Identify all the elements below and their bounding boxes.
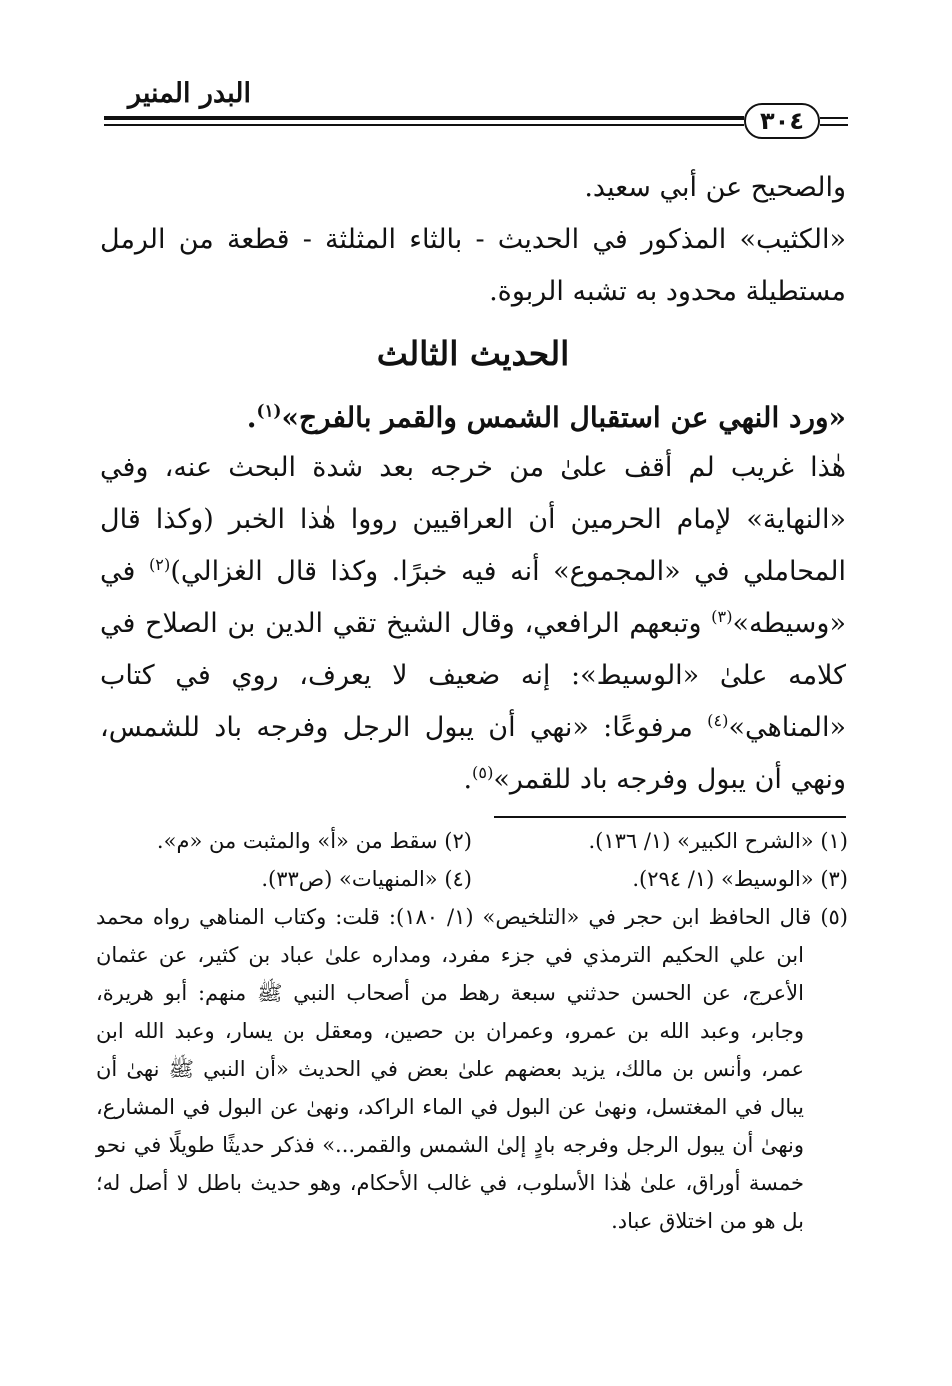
commentary-part-1: هٰذا غريب لم أقف علىٰ من خرجه بعد شدة البحث عنه، وفي «النهاية» لإمام الحرمين أن العراقيين رووا هٰذا الخبر (وكذا قال المحاملي في «المجموع» أنه فيه خبرًا. وكذا قال الغزالي) [100, 452, 846, 587]
commentary-part-2: في «وسيطه» [100, 556, 846, 639]
commentary-part-3: وتبعهم الرافعي، وقال الشيخ تقي الدين بن الصلاح في كلامه علىٰ «الوسيط»: إنه ضعيف لا يعرف، روي في كتاب «المناهي» [100, 608, 846, 743]
footnote-2: (٢) سقط من «أ» والمثبت من «م». [156, 829, 472, 853]
header-rule-right-bottom [820, 124, 848, 126]
hadith-text [100, 392, 846, 444]
header-rule-right-top [820, 117, 848, 119]
commentary-text [100, 442, 846, 806]
footnote-3: (٣) «الوسيط» (١/ ٢٩٤). [632, 867, 848, 891]
intro-line-1: والصحيح عن أبي سعيد. [584, 172, 846, 203]
footnote-1: (١) «الشرح الكبير» (١/ ١٣٦). [588, 829, 848, 853]
commentary-paragraph [100, 442, 846, 806]
footnote-ref-5: (٥) [472, 763, 494, 782]
section-heading: الحديث الثالث [376, 334, 570, 373]
page-number: ٣٠٤ [744, 103, 820, 139]
intro-text [100, 162, 846, 318]
footnote-4: (٤) «المنهيات» (ص٣٣). [261, 867, 472, 891]
footnote-ref-1: (١) [256, 400, 282, 421]
running-title: البدر المنير [128, 78, 252, 109]
footnote-ref-3: (٣) [711, 607, 733, 626]
footnotes [96, 822, 848, 1240]
header-rule-thick [104, 116, 744, 120]
hadith-end: . [246, 401, 257, 434]
commentary-part-5: . [463, 764, 473, 795]
footnote-5: (٥) قال الحافظ ابن حجر في «التلخيص» (١/ ١٨٠): قلت: وكتاب المناهي رواه محمد ابن علي الحكيم الترمذي في جزء مفرد، ومداره علىٰ عباد بن كثير، عن عثمان الأعرج، عن الحسن حدثني سبعة رهط من أصحاب النبي ﷺ منهم: أبو هريرة، وجابر، وعبد الله بن عمرو، وعمران بن حصين، ومعقل بن يسار، وعبد الله ابن عمر، وأنس بن مالك، يزيد بعضهم علىٰ بعض في الحديث «أن النبي ﷺ نهىٰ أن يبال في المغتسل، ونهىٰ عن البول في الماء الراكد، ونهىٰ عن البول في المشارع، ونهىٰ أن يبول الرجل وفرجه بادٍ إلىٰ الشمس والقمر...» فذكر حديثًا طويلًا في نحو خمسة أوراق، علىٰ هٰذا الأسلوب، في غالب الأحكام، وهو حديث باطل لا أصل له؛ بل هو من اختلاق عباد. [96, 905, 848, 1233]
footnote-row-1 [96, 822, 848, 860]
header-rule-thin [104, 124, 744, 126]
commentary-part-4: مرفوعًا: «نهي أن يبول الرجل وفرجه باد للشمس، ونهي أن يبول وفرجه باد للقمر» [100, 712, 846, 795]
hadith-quote: «ورد النهي عن استقبال الشمس والقمر بالفرج» [281, 401, 846, 434]
footnote-ref-2: (٢) [148, 555, 171, 574]
footnote-separator [494, 816, 846, 818]
intro-paragraph-2: «الكثيب» المذكور في الحديث - بالثاء المثلثة - قطعة من الرمل مستطيلة محدود به تشبه الربوة. [100, 224, 846, 307]
footnote-row-2 [96, 860, 848, 898]
footnote-ref-4: (٤) [707, 711, 729, 730]
